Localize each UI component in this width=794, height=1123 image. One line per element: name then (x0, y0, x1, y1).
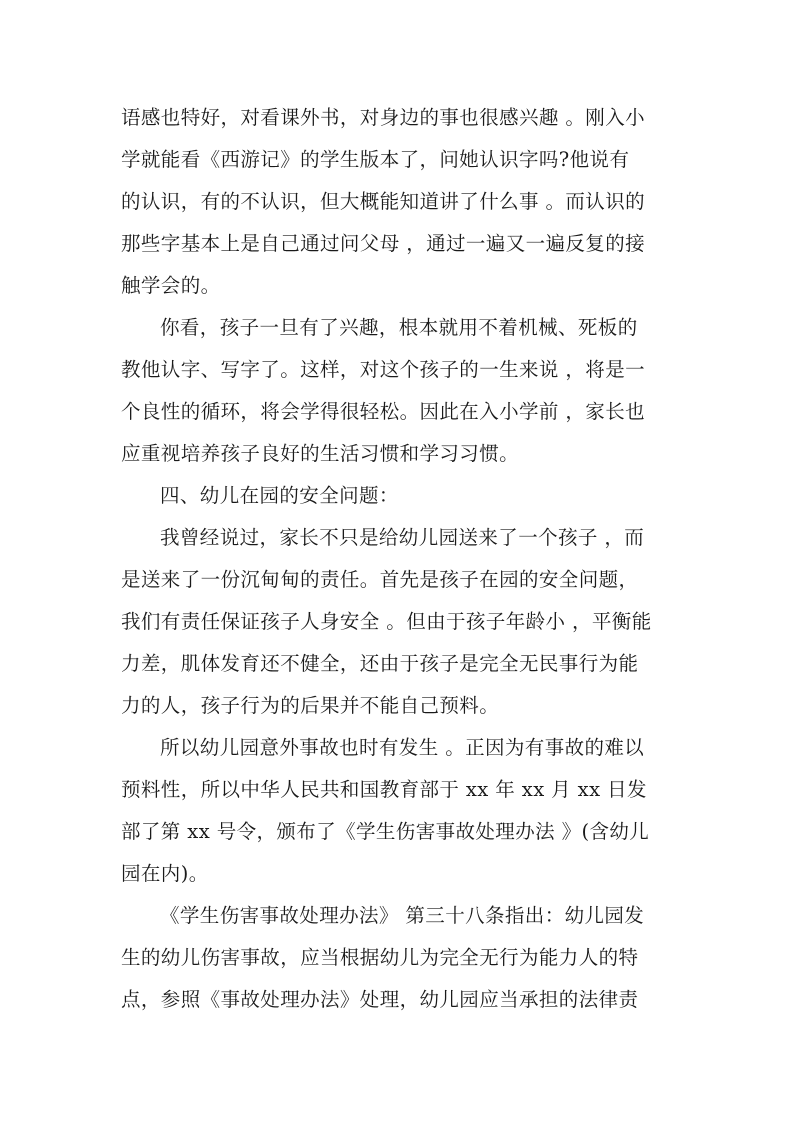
text-line: 力的人，孩子行为的后果并不能自己预料。 (121, 694, 500, 717)
section-heading: 四、幼儿在园的安全问题： (160, 484, 399, 507)
text-line: 点，参照《事故处理办法》处理，幼儿园应当承担的法律责 (121, 988, 639, 1011)
text-line: 的认识，有的不认识，但大概能知道讲了什么事 。而认识的 (121, 190, 645, 213)
text-line: 预料性，所以中华人民共和国教育部于 xx 年 xx 月 xx 日发 (121, 778, 647, 801)
text-line: 力差，肌体发育还不健全，还由于孩子是完全无民事行为能 (121, 652, 639, 675)
text-line: 触学会的。 (121, 274, 221, 297)
text-line: 个良性的循环，将会学得很轻松。因此在入小学前 ，家长也 (121, 400, 645, 423)
paragraph-start-line: 所以幼儿园意外事故也时有发生 。正因为有事故的难以 (160, 736, 645, 759)
paragraph-start-line: 《学生伤害事故处理办法》 第三十八条指出：幼儿园发 (160, 904, 645, 927)
text-line: 教他认字、写字了。这样，对这个孩子的一生来说 ，将是一 (121, 358, 645, 381)
text-line: 部了第 xx 号令，颁布了《学生伤害事故处理办法 》(含幼儿 (121, 820, 650, 843)
paragraph-start-line: 我曾经说过，家长不只是给幼儿园送来了一个孩子 ，而 (160, 526, 645, 549)
text-line: 学就能看《西游记》的学生版本了，问她认识字吗?他说有 (121, 148, 630, 171)
text-line: 那些字基本上是自己通过问父母 ，通过一遍又一遍反复的接 (121, 232, 645, 255)
text-line: 语感也特好，对看课外书，对身边的事也很感兴趣 。刚入小 (121, 106, 645, 129)
paragraph-start-line: 你看，孩子一旦有了兴趣，根本就用不着机械、死板的 (160, 316, 638, 339)
text-line: 生的幼儿伤害事故，应当根据幼儿为完全无行为能力人的特 (121, 946, 639, 969)
text-line: 我们有责任保证孩子人身安全 。但由于孩子年龄小 ，平衡能 (121, 610, 652, 633)
text-line: 是送来了一份沉甸甸的责任。首先是孩子在园的安全问题， (121, 568, 639, 591)
text-line: 应重视培养孩子良好的生活习惯和学习习惯。 (121, 442, 520, 465)
text-line: 园在内)。 (121, 862, 209, 885)
